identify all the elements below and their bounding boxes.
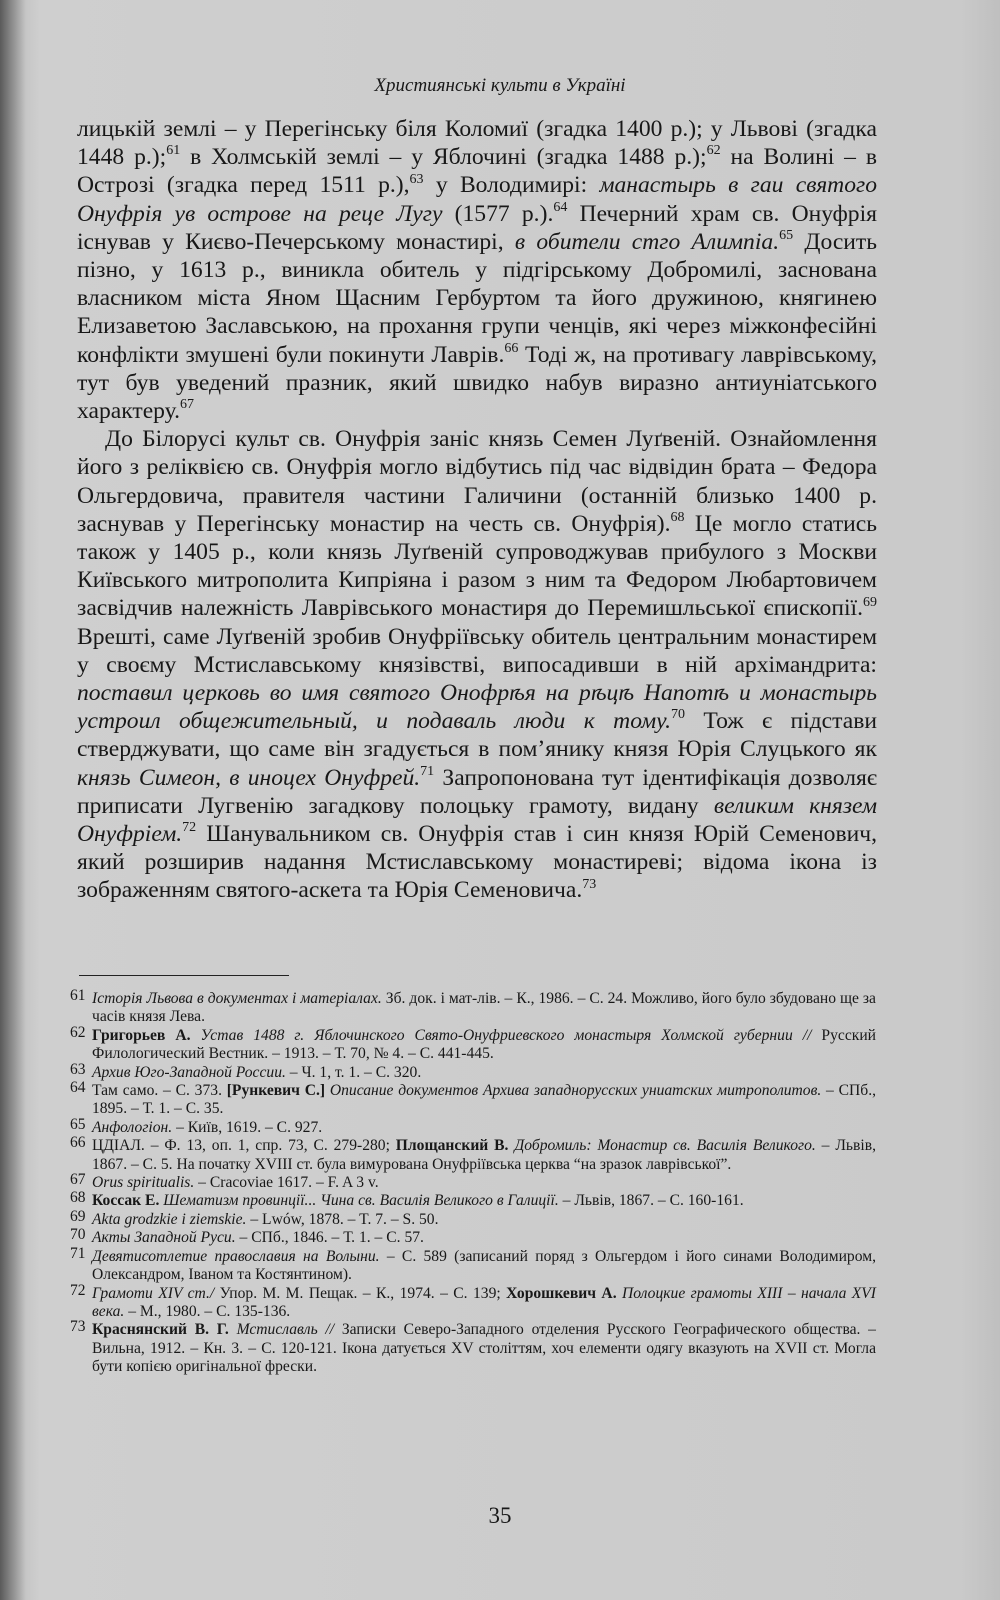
footnote-69: 69 Akta grodzkie i ziemskie. – Lwów, 1878. – T. 7. – S. 50. [70, 1207, 439, 1228]
footnote-ref: 66 [504, 340, 519, 356]
footnote-ref: 67 [179, 397, 194, 413]
footnote-67: 67 Orus spiritualis. – Cracoviae 1617. – F. A 3 v. [70, 1171, 379, 1192]
running-header: Християнські культи в Україні [374, 75, 626, 96]
footnote-ref: 62 [706, 143, 721, 159]
footnote-71: 71 Девятисотлетие православия на Волыни. – С. 589 (записаний поряд з Ольгердом і його синами Володимиром, Олександром, Іваном та Костянтином). [70, 1244, 876, 1284]
footnote-62: 62 Григорьев А. Устав 1488 г. Яблочинского Свято-Онуфриевского монастыря Холмской губернии // Русский Филологический Вестник. – 1913. – Т. 70, № 4. – С. 441-445. [70, 1023, 877, 1063]
footnote-61: 61 Історія Львова в документах і матеріалах. Зб. док. і мат-лів. – К., 1986. – С. 24. Можливо, його було збудовано ще за часів князя Лева. [70, 987, 876, 1026]
footnote-ref: 61 [166, 143, 181, 159]
quote: в обители стго Алимпіа. [514, 228, 780, 255]
footnote-73: 73 Краснянский В. Г. Мстиславль // Записки Северо-Западного отделения Русского Географического общества. – Вильна, 1912. – Кн. 3. – С. 120-121. Ікона датується XV століттям, хоч елементи одягу вказують на XVII ст. Могла бути копією оригінальної фрески. [70, 1318, 876, 1376]
paragraph-1: лицькій землі – у Перегінську біля Коломиї (згадка 1400 р.); у Львові (згадка 1448 р.);$^{61}$ в Холмській землі – у Яблочині (згадка 1488 р.);$^{62}$ на Волині – в Острозі (згадка перед 1511 р.),$^{63}$ у Володимирі: манастырь в гаи святого Онуфрія ув острове на реце Лугу (1577 р.).$^{64}$ Печерний храм св. Онуфрія існував у Києво-Печерському монастирі, в обители стго Алимпіа.$^{65}$ Досить пізно, у 1613 р., виникла обитель у підгірському Добромилі, заснована власником міста Яном Щасним Гербуртом та його дружиною, княгинею Елизаветою Заславською, на прохання групи ченців, які через міжконфесійні конфлікти змушені були покинути Лаврів.$^{66}$ Тоді ж, на противагу лаврівському, тут був уведений празник, який швидко набув виразно антиуніатського характеру.$^{67}$ [77, 116, 877, 425]
quote: поставил церковь во имя святого Онофрѣя на рѣцѣ Напотѣ и монастырь устроил общежительный, и подаваль люди к тому. [77, 680, 877, 735]
footnote-ref: 65 [779, 227, 794, 243]
footnote-66: 66 ЦДІАЛ. – Ф. 13, оп. 1, спр. 73, С. 279-280; Площанский В. Добромиль: Монастир св. Василія Великого. – Львів, 1867. – С. 5. На початку XVIII ст. була вимурована Онуфріївська церква “на зразок лаврівської”. [70, 1134, 876, 1173]
quote: манастырь в гаи святого Онуфрія ув острове на реце Лугу [77, 172, 877, 227]
footnotes [70, 987, 877, 1377]
footnote-ref: 72 [182, 820, 197, 836]
footnote-ref: 73 [582, 876, 597, 892]
footnote-separator [79, 975, 289, 976]
footnote-72: 72 Грамоти XIV ст./ Упор. М. М. Пещак. – К., 1974. – С. 139; Хорошкевич А. Полоцкие грамоты XIII – начала XVI века. – М., 1980. – С. 135-136. [70, 1281, 877, 1320]
quote: великим князем Онуфріем. [77, 792, 877, 848]
footnote-ref: 69 [863, 594, 877, 610]
footnote-ref: 64 [553, 199, 568, 215]
footnote-ref: 68 [670, 509, 685, 525]
footnote-64: 64 Там само. – С. 373. [Рункевич С.] Описание документов Архива западнорусских униатских митрополитов. – СПб., 1895. – Т. 1. – С. 35. [70, 1079, 876, 1118]
paragraph-2: До Білорусі культ св. Онуфрія заніс князь Семен Луґвеній. Ознайомлення його з реліквією св. Онуфрія могло відбутись під час відвідин брата – Федора Ольгердовича, правителя частини Галичини (останній близько 1400 р. заснував у Перегінську монастир на честь св. Онуфрія).$^{68}$ Це могло статись також у 1405 р., коли князь Луґвеній супроводжував прибулого з Москви Київського митрополита Кипріяна і разом з ним та Федором Любартовичем засвідчив належність Лаврівського монастиря до Перемишльської єпископії.$^{69}$ Врешті, саме Луґвеній зробив Онуфріївську обитель центральним монастирем у своєму Мстиславському князівстві, випосадивши в ній архімандрита: поставил церковь во имя святого Онофрѣя на рѣцѣ Напотѣ и монастырь устроил общежительный, и подаваль люди к тому.$^{70}$ Тож є підстави стверджувати, що саме він згадується в пом’янику князя Юрія Слуцького як князь Симеон, в иноцех Онуфрей.$^{71}$ Запропонована тут ідентифікація дозволяє приписати Лугвенію загадкову полоцьку грамоту, видану великим князем Онуфріем.$^{72}$ Шанувальником св. Онуфрія став і син князя Юрій Семенович, який розширив надання Мстиславському монастиреві; відома ікона із зображенням святого-аскета та Юрія Семеновича.$^{73}$ [77, 426, 877, 904]
footnote-70: 70 Акты Западной Руси. – СПб., 1846. – Т. 1. – С. 57. [70, 1226, 424, 1247]
page-number: 35 [488, 1503, 512, 1528]
footnote-68: 68 Коссак Е. Шематизм провинції... Чина св. Василія Великого в Галиції. – Львів, 1867. – С. 160-161. [70, 1189, 744, 1210]
footnote-63: 63 Архив Юго-Западной России. – Ч. 1, т. 1. – С. 320. [70, 1060, 422, 1081]
footnote-ref: 63 [409, 171, 424, 187]
footnote-ref: 70 [671, 707, 686, 723]
quote: князь Симеон, в иноцех Онуфрей. [77, 764, 421, 791]
main-text [77, 115, 877, 905]
footnote-65: 65 Анфологіон. – Київ, 1619. – С. 927. [70, 1115, 323, 1136]
footnote-ref: 71 [420, 763, 435, 779]
